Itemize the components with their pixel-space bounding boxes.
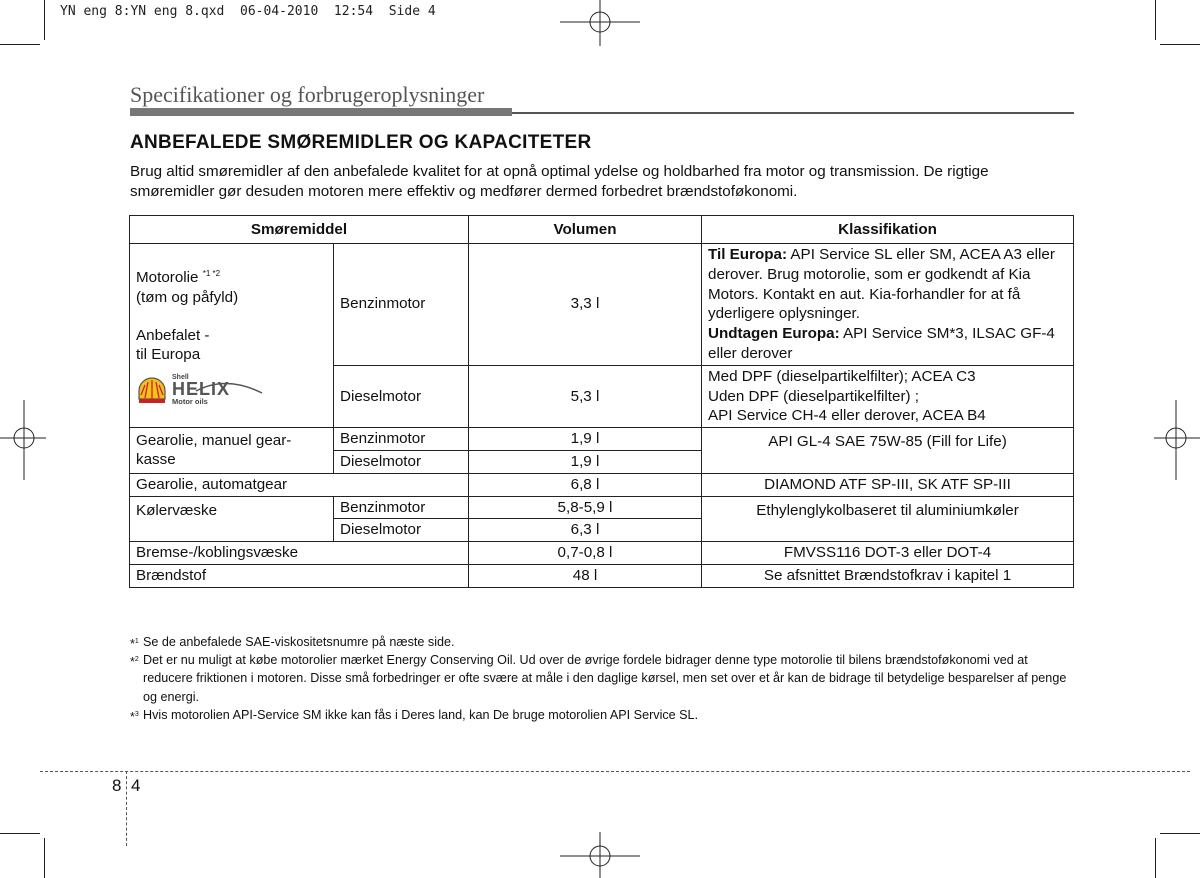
manual-gear-petrol-volume: 1,9 l [469, 428, 702, 451]
europe-spec: API Service SL eller SM, ACEA A3 eller derover. Brug motorolie, som er godkendt af Kia Motors. Kontakt en aut. Kia-forhandler for at få yderligere oplysninger. [708, 246, 1055, 323]
motor-oil-petrol-volume: 3,3 l [469, 244, 702, 366]
motor-oil-diesel-volume: 5,3 l [469, 365, 702, 427]
auto-gear-volume: 6,8 l [469, 473, 702, 496]
auto-gear-label: Gearolie, automatgear [130, 473, 469, 496]
page-number: 4 [131, 776, 141, 795]
diesel-dpf-line: Med DPF (dieselpartikelfilter); ACEA C3 [708, 367, 976, 385]
outside-europe-label: Undtagen Europa: [708, 325, 840, 343]
brake-fluid-classification: FMVSS116 DOT-3 eller DOT-4 [702, 542, 1074, 565]
fuel-label: Brændstof [130, 564, 469, 587]
table-row [130, 473, 1074, 496]
table-row [130, 244, 1074, 366]
intro-paragraph: Brug altid smøremidler af den anbefalede kvalitet for at opnå optimal ydelse og holdbarhed fra motor og transmission. De rigtige smøremidler gør desuden motoren mere effektiv og medfører dermed forbedret brændstoføkonomi. [130, 163, 989, 200]
table-row [130, 428, 1074, 451]
motor-oil-petrol-classification [702, 244, 1074, 366]
motor-oil-cell [130, 244, 334, 428]
footer-dashed-divider [126, 771, 127, 846]
motor-oil-diesel-engine: Dieselmotor [334, 365, 469, 427]
footnote [130, 706, 1074, 724]
recommended-label: Anbefalet - [136, 326, 210, 344]
shell-helix-logo [136, 371, 266, 407]
footnote [130, 633, 1074, 651]
manual-gear-petrol-engine: Benzinmotor [334, 428, 469, 451]
auto-gear-classification: DIAMOND ATF SP-III, SK ATF SP-III [702, 473, 1074, 496]
manual-gear-classification: API GL-4 SAE 75W-85 (Fill for Life) [702, 428, 1074, 474]
table-header-row [130, 216, 1074, 244]
registration-mark-top [560, 0, 640, 46]
chapter-rule [512, 112, 1074, 114]
header-lubricant: Smøremiddel [130, 216, 469, 244]
table-row [130, 564, 1074, 587]
manual-gear-label: Gearolie, manuel gear-kasse [130, 428, 334, 474]
footnote-text: Det er nu muligt at købe motorolier mærket Energy Conserving Oil. Ud over de øvrige fordele bidrager denne type motorolie til bilens brændstoføkonomi ved at reducere friktionen i motoren. Disse små forbedringer er ofte svære at måle i den daglige kørsel, men set over et år kan de bidrage til betydelige besparelser af penge og energi. [143, 653, 1067, 704]
diesel-api-line: API Service CH-4 eller derover, ACEA B4 [708, 407, 986, 425]
footnote-marker: *$^3$ [130, 710, 139, 724]
footnote-marker: *$^1$ [130, 637, 139, 652]
recommended-region: til Europa [136, 346, 201, 364]
footnote-text: Hvis motorolien API-Service SM ikke kan fås i Deres land, kan De bruge motorolien API Service SL. [143, 707, 699, 722]
print-slug: YN eng 8:YN eng 8.qxd 06-04-2010 12:54 Side 4 [60, 4, 436, 19]
motor-oil-label: Motorolie [136, 269, 199, 287]
footnotes [130, 633, 1074, 724]
footnote [130, 651, 1074, 706]
europe-label: Til Europa: [708, 246, 788, 263]
coolant-petrol-volume: 5,8-5,9 l [469, 496, 702, 519]
fuel-volume: 48 l [469, 564, 702, 587]
coolant-label: Kølervæske [130, 496, 334, 542]
section-heading: ANBEFALEDE SMØREMIDLER OG KAPACITETER [130, 132, 592, 153]
table-row [130, 542, 1074, 565]
motor-oil-diesel-classification [702, 365, 1074, 427]
motor-oil-petrol-engine: Benzinmotor [334, 244, 469, 366]
logo-brand: Shell [172, 374, 189, 382]
manual-gear-diesel-engine: Dieselmotor [334, 450, 469, 473]
chapter-title: Specifikationer og forbrugeroplysninger [130, 82, 485, 107]
page-section-number: 8 [112, 776, 122, 795]
chapter-bar [130, 108, 512, 116]
manual-gear-diesel-volume: 1,9 l [469, 450, 702, 473]
motor-oil-footnote-refs: *1 *2 [202, 268, 221, 278]
footnote-marker: *$^2$ [130, 655, 139, 670]
fuel-classification: Se afsnittet Brændstofkrav i kapitel 1 [702, 564, 1074, 587]
header-volume: Volumen [469, 216, 702, 244]
coolant-diesel-engine: Dieselmotor [334, 519, 469, 542]
motor-oil-sublabel: (tøm og påfyld) [136, 288, 239, 306]
logo-subtitle: Motor oils [172, 397, 208, 407]
footnote-text: Se de anbefalede SAE-viskositetsnumre på næste side. [143, 635, 455, 649]
header-classification: Klassifikation [702, 216, 1074, 244]
outside-europe-spec: API Service SM*3, ILSAC GF-4 eller derover [708, 325, 1055, 362]
brake-fluid-label: Bremse-/koblingsvæske [130, 542, 469, 565]
diesel-no-dpf-line: Uden DPF (dieselpartikelfilter) ; [708, 387, 920, 405]
registration-mark-bottom [560, 832, 640, 878]
registration-mark-right [1154, 400, 1200, 480]
coolant-diesel-volume: 6,3 l [469, 519, 702, 542]
table-row [130, 496, 1074, 519]
lubricants-table [129, 215, 1074, 588]
registration-mark-left [0, 400, 46, 480]
logo-name: HELIX [172, 379, 231, 400]
coolant-classification: Ethylenglykolbaseret til aluminiumkøler [702, 496, 1074, 542]
coolant-petrol-engine: Benzinmotor [334, 496, 469, 519]
footer-dashed-rule [40, 771, 1190, 772]
brake-fluid-volume: 0,7-0,8 l [469, 542, 702, 565]
